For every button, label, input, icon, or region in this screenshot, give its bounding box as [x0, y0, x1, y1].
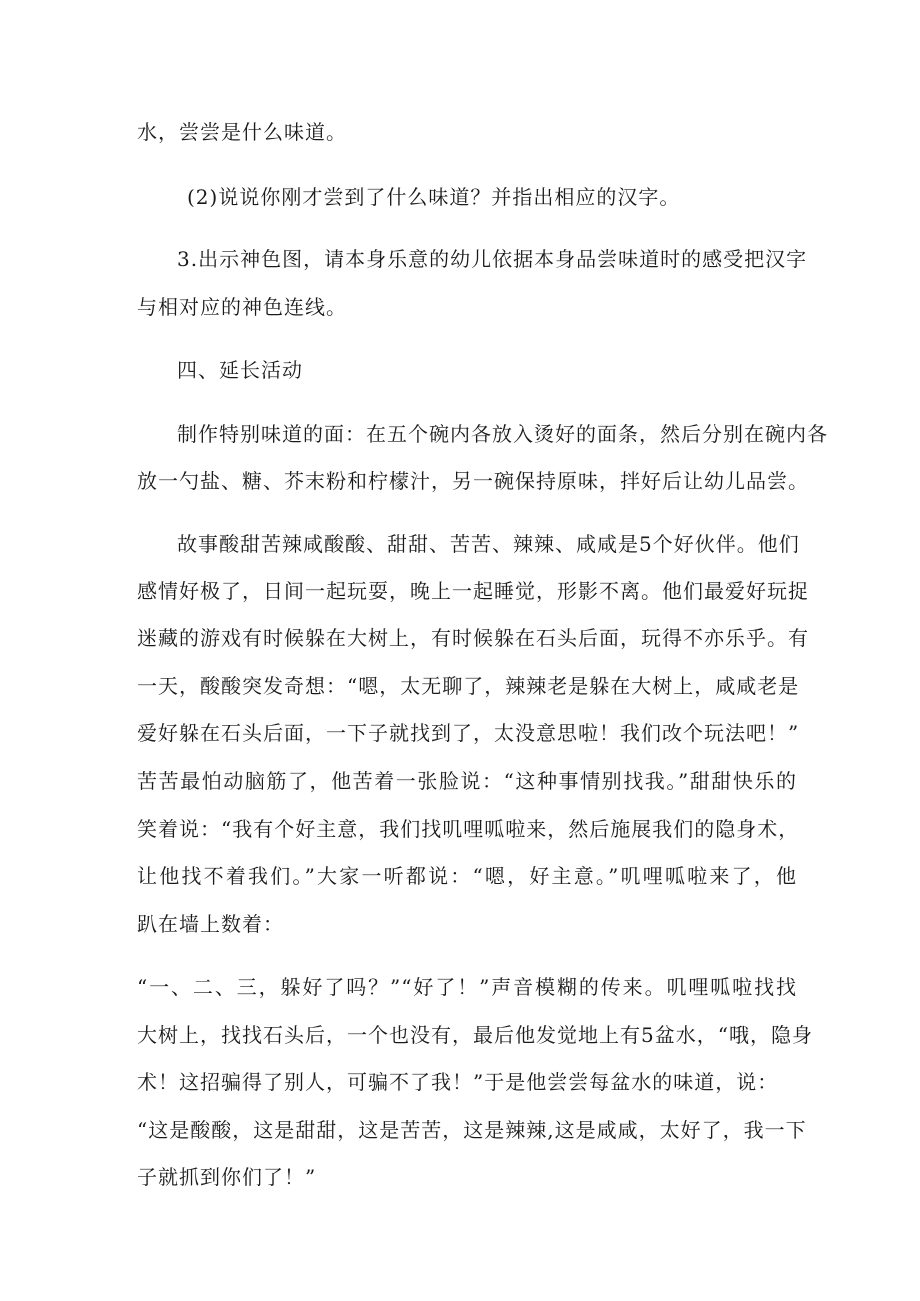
paragraph-line-4: 与相对应的神色连线。	[137, 295, 347, 319]
story-line-6: 苦苦最怕动脑筋了，他苦着一张脸说：“这种事情别找我。”甜甜快乐的	[137, 769, 797, 793]
story-line-9: 趴在墙上数着：	[137, 912, 284, 936]
paragraph-line-3: 3.出示神色图，请本身乐意的幼儿依据本身品尝味道时的感受把汉字	[177, 247, 808, 271]
paragraph-line-2: (2)说说你刚才尝到了什么味道？并指出相应的汉字。	[187, 185, 681, 209]
story-line-10: “一、二、三，躲好了吗？”“好了！”声音模糊的传来。叽哩呱啦找找	[137, 975, 797, 999]
story-line-8: 让他找不着我们。”大家一听都说：“嗯，好主意。”叽哩呱啦来了，他	[137, 864, 797, 888]
story-line-14: 子就抓到你们了！”	[137, 1165, 317, 1189]
story-line-3: 迷藏的游戏有时候躲在大树上，有时候躲在石头后面，玩得不亦乐乎。有	[137, 626, 809, 650]
paragraph-line-1: 水，尝尝是什么味道。	[137, 120, 347, 144]
story-line-4: 一天，酸酸突发奇想：“嗯，太无聊了，辣辣老是躲在大树上，咸咸老是	[137, 674, 800, 698]
section-heading: 四、延长活动	[177, 358, 303, 382]
paragraph-line-7: 放一勺盐、糖、芥末粉和柠檬汁，另一碗保持原味，拌好后让幼儿品尝。	[137, 469, 809, 493]
story-line-11: 大树上，找找石头后，一个也没有，最后他发觉地上有5盆水，“哦，隐身	[137, 1023, 813, 1047]
story-line-12: 术！这招骗得了别人，可骗不了我！”于是他尝尝每盆水的味道，说：	[137, 1070, 779, 1094]
paragraph-line-6: 制作特别味道的面：在五个碗内各放入烫好的面条，然后分别在碗内各	[177, 422, 828, 446]
story-line-2: 感情好极了，日间一起玩耍，晚上一起睡觉，形影不离。他们最爱好玩捉	[137, 579, 809, 603]
story-line-5: 爱好躲在石头后面，一下子就找到了，太没意思啦！我们改个玩法吧！”	[137, 721, 800, 745]
story-line-7: 笑着说：“我有个好主意，我们找叽哩呱啦来，然后施展我们的隐身术，	[137, 817, 800, 841]
story-line-13: “这是酸酸，这是甜甜，这是苦苦，这是辣辣,这是咸咸，太好了，我一下	[137, 1118, 807, 1142]
story-line-1: 故事酸甜苦辣咸酸酸、甜甜、苦苦、辣辣、咸咸是5个好伙伴。他们	[177, 532, 800, 556]
